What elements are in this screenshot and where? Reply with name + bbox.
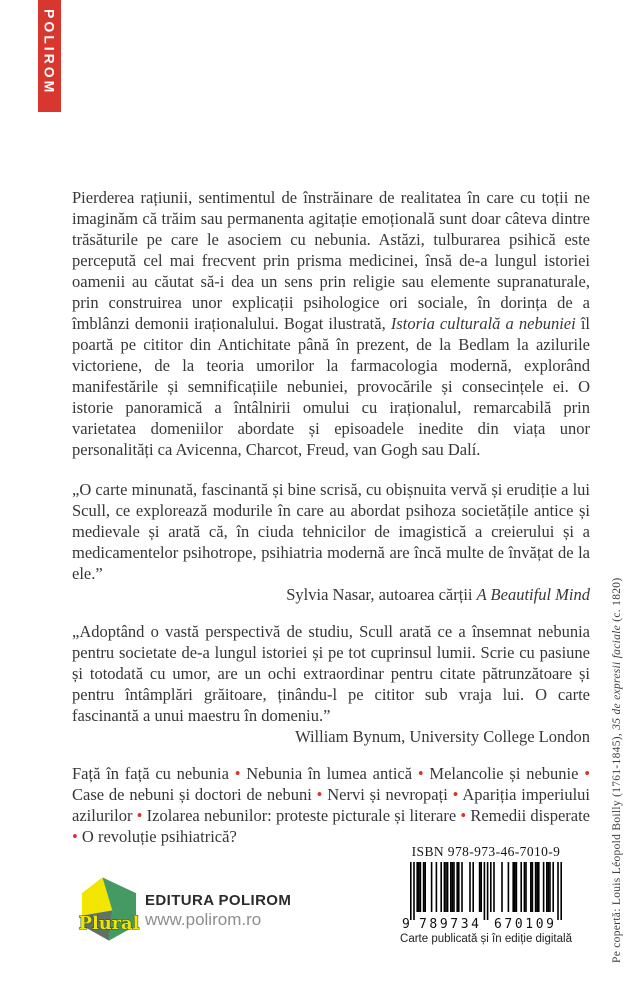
plural-logo bbox=[76, 876, 142, 942]
barcode-bars bbox=[410, 862, 562, 920]
topics-list: Față în față cu nebunia • Nebunia în lumea antică • Melancolie și nebunie • Case de nebuni și doctori de nebuni • Nervi și nevropați • Apariția imperiului azilurilor • Izolarea nebunilor: proteste picturale și literare • Remedii disperate • O revoluție psihiatrică? bbox=[72, 764, 590, 846]
logo-imprint-label: Plural bbox=[78, 912, 140, 934]
review-quote-2: „Adoptând o vastă perspectivă de studiu, Scull arată ce a însemnat nebunia pentru societate de-a lungul istoriei și pe tot cuprinsul lumii. Scrie cu pasiune și totodată cu umor, are un ochi extraordinar pentru citate pătrunzătoare și pentru întâmplări grăitoare, ținându-l pe cititor sub vraja lui. O carte fascinantă a unui maestru în domeniu.” bbox=[72, 622, 590, 725]
barcode-digits-right: 670109 bbox=[494, 917, 554, 930]
barcode-digits-left: 789734 bbox=[419, 917, 479, 930]
digital-edition-note: Carte publicată și în ediție digitală bbox=[400, 933, 572, 945]
description-paragraph: Pierderea rațiunii, sentimentul de înstrăinare de realitatea în care cu toții ne imaginăm că trăim sau permanenta agitație emoțională sunt doar câteva dintre trăsăturile pe care le asociem cu nebunia. Astăzi, tulburarea psihică este percepută cel mai frecvent prin prisma medicinei, însă de-a lungul istoriei oamenii au căutat să-i dea un sens prin religie sau elemente supranaturale, prin construirea unor explicații psihologice ori sociale, în dorința de a îmblânzi demonii iraționalului. Bogat ilustrată, Istoria culturală a nebuniei îl poartă pe cititor din Antichitate până în prezent, de la Bedlam la azilurile victoriene, de la teoria umorilor la farmacologia modernă, explorând manifestările și semnificațiile nebuniei, provocările și consecințele ei. O istorie panoramică a întâlnirii omului cu iraționalul, remarcabilă prin varietatea domeniilor abordate și episoadele inedite din viața unor personalități ca Avicenna, Charcot, Freud, van Gogh sau Dalí. bbox=[72, 188, 590, 459]
publisher-block bbox=[145, 892, 291, 930]
isbn-block bbox=[402, 844, 570, 935]
barcode bbox=[402, 862, 570, 930]
barcode-digit-first: 9 bbox=[402, 917, 410, 930]
publisher-website: www.polirom.ro bbox=[145, 910, 262, 929]
isbn-label: ISBN 978-973-46-7010-9 bbox=[411, 844, 561, 859]
text-column bbox=[72, 187, 590, 847]
review-attribution-2: William Bynum, University College London bbox=[295, 727, 590, 746]
spine-label: POLIROM bbox=[41, 9, 58, 96]
review-quote-1: „O carte minunată, fascinantă și bine scrisă, cu obișnuita vervă și erudiție a lui Scull, ce explorează modurile în care au abordat psihoza societățile antice și medievale și arată că, în ciuda tehnicilor de imagistică a creierului și a medicamentelor psihotrope, psihiatria modernă are încă multe de învățat de la ele.” bbox=[72, 480, 590, 583]
cover-credit: Pe copertă: Louis Léopold Boilly (1761-1845), 35 de expresii faciale (c. 1820) bbox=[611, 577, 623, 963]
spine-band bbox=[38, 0, 61, 112]
review-attribution-1: Sylvia Nasar, autoarea cărții A Beautiful Mind bbox=[286, 585, 590, 604]
publisher-name: EDITURA POLIROM bbox=[145, 892, 292, 909]
